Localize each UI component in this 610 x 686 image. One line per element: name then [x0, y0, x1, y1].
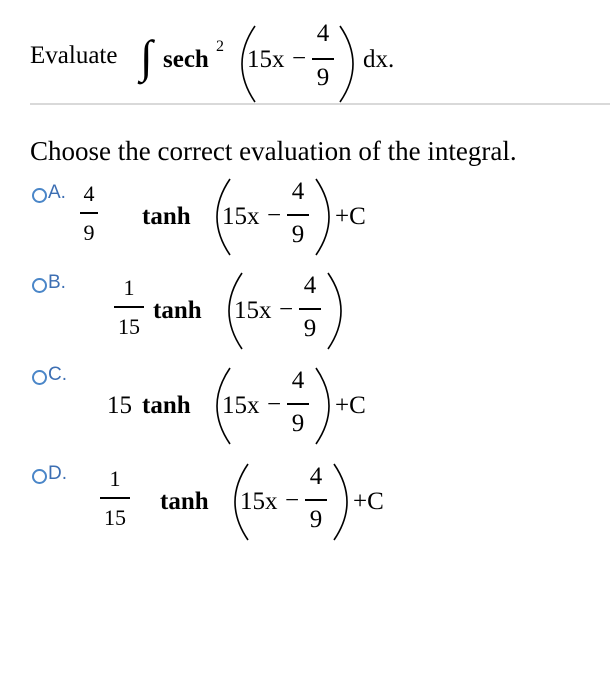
option-letter-b: B.	[48, 272, 66, 293]
fraction-denominator: 9	[309, 506, 323, 533]
option-letter-d: D.	[48, 463, 67, 484]
radio-d[interactable]	[32, 469, 47, 484]
coef-denominator: 9	[83, 220, 95, 245]
inner-term: 15x	[240, 488, 278, 515]
minus-sign: −	[279, 296, 294, 323]
inner-term: 15x	[234, 297, 272, 324]
option-letter-a: A.	[48, 182, 66, 203]
option-letter-c: C.	[48, 364, 67, 385]
minus-sign: −	[292, 45, 307, 72]
fraction-numerator: 4	[309, 463, 323, 490]
coef-numerator: 4	[83, 181, 95, 206]
minus-sign: −	[267, 391, 282, 418]
inner-term: 15x	[222, 392, 260, 419]
option-c[interactable]	[30, 362, 590, 447]
divider	[30, 103, 610, 105]
option-d[interactable]	[30, 455, 590, 545]
fraction-numerator: 4	[316, 20, 330, 47]
fraction-numerator: 4	[291, 367, 305, 394]
question	[30, 12, 600, 102]
fraction-bar	[305, 499, 327, 501]
coef-bar	[100, 497, 130, 499]
constant-c: +C	[353, 488, 384, 515]
fraction-bar	[312, 58, 334, 60]
fraction-bar	[287, 403, 309, 405]
minus-sign: −	[285, 487, 300, 514]
fraction-denominator: 9	[291, 221, 305, 248]
dx-label: dx.	[363, 46, 395, 73]
tanh-function: tanh	[160, 488, 209, 515]
instruction-text: Choose the correct evaluation of the integral.	[30, 136, 517, 166]
fraction-bar	[287, 214, 309, 216]
inner-term: 15x	[247, 46, 285, 73]
integral-symbol: ∫	[140, 31, 153, 82]
fraction-denominator: 9	[291, 410, 305, 437]
fraction-numerator: 4	[291, 178, 305, 205]
tanh-function: tanh	[142, 392, 191, 419]
fraction-denominator: 9	[316, 64, 330, 91]
radio-a[interactable]	[32, 188, 47, 203]
coef-bar	[114, 306, 144, 308]
fraction-denominator: 9	[303, 315, 317, 342]
evaluate-label: Evaluate	[30, 42, 118, 69]
option-a[interactable]	[30, 172, 590, 257]
radio-b[interactable]	[32, 278, 47, 293]
inner-term: 15x	[222, 203, 260, 230]
coef-numerator: 1	[109, 466, 121, 491]
fraction-bar	[299, 308, 321, 310]
coefficient: 15	[107, 392, 132, 419]
fraction-numerator: 4	[303, 272, 317, 299]
constant-c: +C	[335, 203, 366, 230]
sech-function: sech	[163, 46, 209, 73]
tanh-function: tanh	[142, 203, 191, 230]
option-b[interactable]	[30, 268, 590, 353]
coef-denominator: 15	[104, 505, 126, 530]
coef-bar	[80, 212, 98, 214]
coef-denominator: 15	[118, 314, 140, 339]
sech-exponent: 2	[216, 38, 224, 55]
constant-c: +C	[335, 392, 366, 419]
right-paren	[322, 271, 362, 351]
coef-numerator: 1	[123, 275, 135, 300]
tanh-function: tanh	[153, 297, 202, 324]
minus-sign: −	[267, 202, 282, 229]
radio-c[interactable]	[32, 370, 47, 385]
